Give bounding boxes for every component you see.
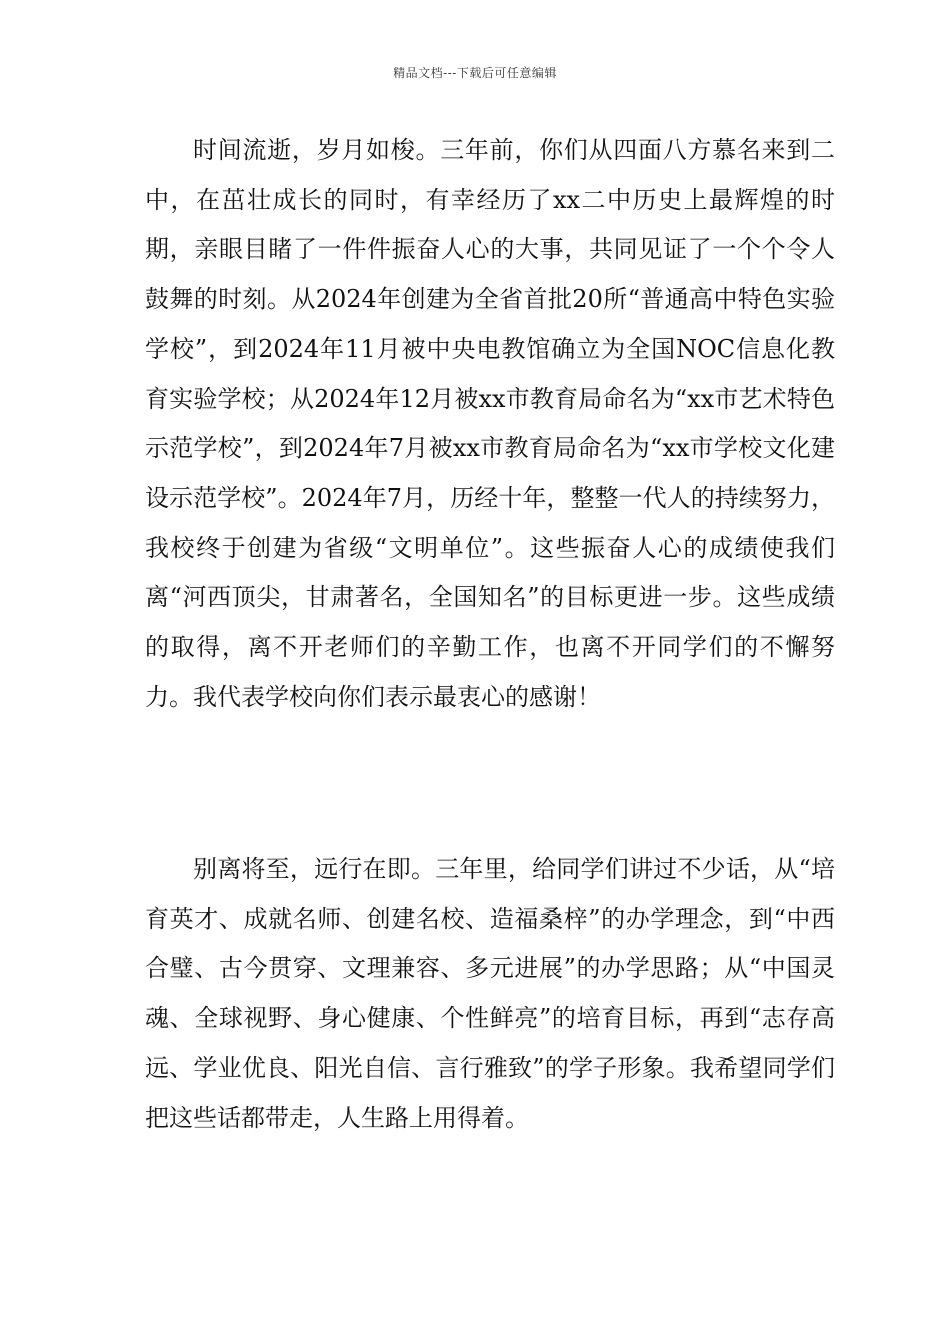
- body-paragraph: 时间流逝，岁月如梭。三年前，你们从四面八方慕名来到二中，在茁壮成长的同时，有幸经历了xx二中历史上最辉煌的时期，亲眼目睹了一件件振奋人心的大事，共同见证了一个个令人鼓舞的时刻。从2024年创建为全省首批20所“普通高中特色实验学校”，到2024年11月被中央电教馆确立为全国NOC信息化教育实验学校；从2024年12月被xx市教育局命名为“xx市艺术特色示范学校”，到2024年7月被xx市教育局命名为“xx市学校文化建设示范学校”。2024年7月，历经十年，整整一代人的持续努力，我校终于创建为省级“文明单位”。这些振奋人心的成绩使我们离“河西顶尖，甘肃著名，全国知名”的目标更进一步。这些成绩的取得，离不开老师们的辛勤工作，也离不开同学们的不懈努力。我代表学校向你们表示最衷心的感谢！: [145, 136, 835, 711]
- page-header: 精品文档---下载后可任意编辑: [393, 66, 557, 80]
- body-paragraph: 别离将至，远行在即。三年里，给同学们讲过不少话，从“培育英才、成就名师、创建名校、造福桑梓”的办学理念，到“中西合璧、古今贯穿、文理兼容、多元进展”的办学思路；从“中国灵魂、全球视野、身心健康、个性鲜亮”的培育目标，再到“志存高远、学业优良、阳光自信、言行雅致”的学子形象。我希望同学们把这些话都带走，人生路上用得着。: [145, 855, 835, 1132]
